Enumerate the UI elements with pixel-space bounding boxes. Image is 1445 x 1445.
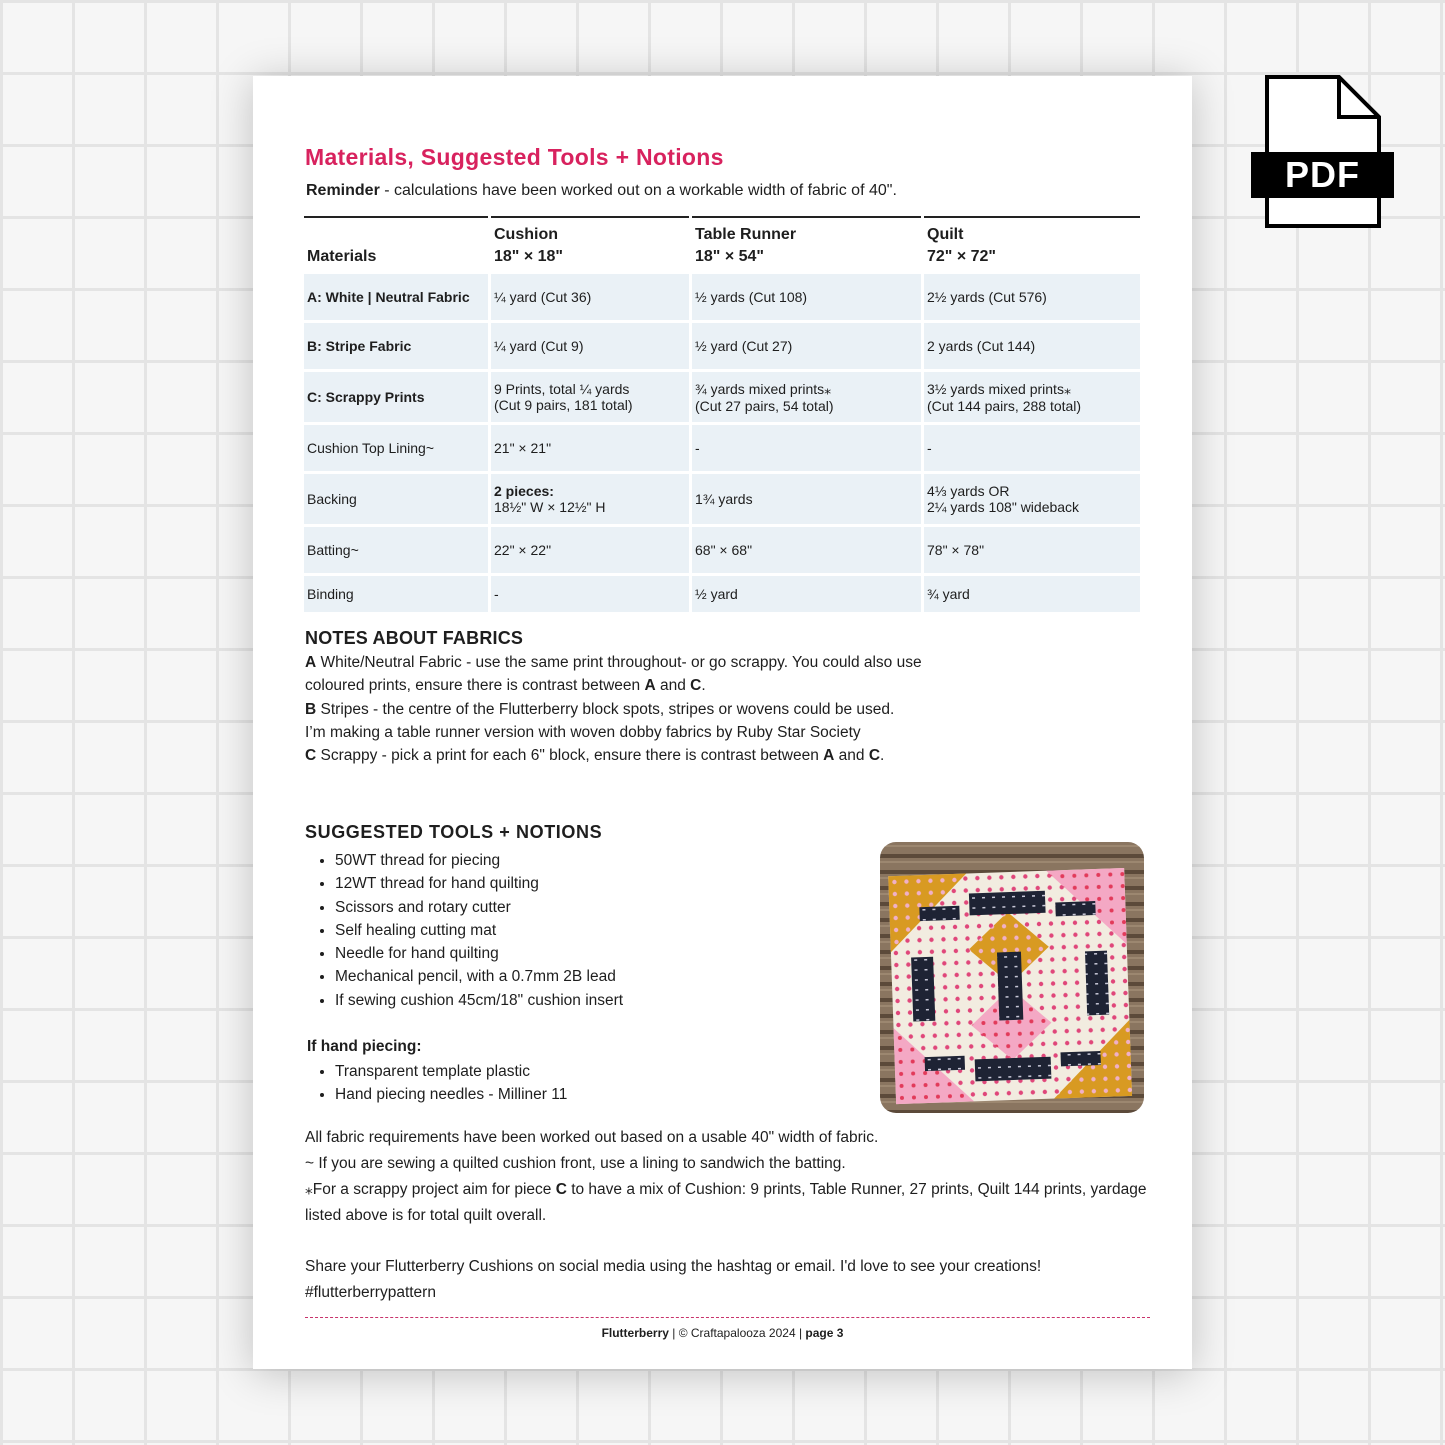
- pdf-file-icon: [1251, 75, 1396, 230]
- cell-cushion: [491, 372, 689, 422]
- list-item: • If sewing cushion 45cm/18" cushion insert: [335, 989, 623, 1012]
- cell-line: 2¼ yards 108" wideback: [927, 499, 1080, 515]
- list-item: • Transparent template plastic: [335, 1060, 567, 1083]
- cell-cushion: -: [491, 576, 689, 612]
- note-text: and: [655, 677, 691, 695]
- list-item: • 50WT thread for piecing: [335, 849, 623, 872]
- cell-runner: ½ yard (Cut 27): [692, 323, 921, 369]
- cell-line: 3½ yards mixed prints⁎: [927, 380, 1071, 397]
- row-label: Backing: [304, 474, 488, 524]
- pdf-label: PDF: [1285, 154, 1360, 195]
- list-item: • Scissors and rotary cutter: [335, 896, 623, 919]
- header-runner-label: Table Runner: [695, 226, 797, 243]
- cell-line: (Cut 9 pairs, 181 total): [494, 397, 633, 413]
- list-item: • Hand piecing needles - Milliner 11: [335, 1083, 567, 1106]
- header-materials: [304, 216, 488, 271]
- cell-runner: ½ yards (Cut 108): [692, 274, 921, 320]
- header-runner: [692, 216, 921, 271]
- table-row: [304, 527, 1140, 573]
- cell-line: 2 pieces:: [494, 483, 554, 499]
- note-text: and: [834, 747, 869, 765]
- table-row: [304, 274, 1140, 320]
- tools-heading: SUGGESTED TOOLS + NOTIONS: [305, 822, 603, 842]
- cell-line: 4⅓ yards OR: [927, 483, 1010, 499]
- cell-cushion: ¼ yard (Cut 9): [491, 323, 689, 369]
- note-key: A: [823, 747, 835, 765]
- list-item: • Needle for hand quilting: [335, 942, 623, 965]
- note-text: .: [701, 677, 706, 695]
- hand-piecing-heading: If hand piecing:: [307, 1038, 422, 1055]
- cell-quilt: [924, 474, 1140, 524]
- header-cushion: [491, 216, 689, 271]
- cell-line: (Cut 27 pairs, 54 total): [695, 397, 834, 414]
- cell-cushion: 22" × 22": [491, 527, 689, 573]
- row-label: C: Scrappy Prints: [304, 372, 488, 422]
- note-a: [305, 651, 945, 698]
- page-title: Materials, Suggested Tools + Notions: [305, 144, 724, 170]
- fabric-footnotes: [305, 1125, 1155, 1229]
- cell-quilt: 2 yards (Cut 144): [924, 323, 1140, 369]
- hand-piecing-list: [305, 1060, 567, 1107]
- document-page: [253, 76, 1192, 1369]
- note-key: C: [305, 747, 317, 765]
- list-item: • 12WT thread for hand quilting: [335, 872, 623, 895]
- cell-cushion: [491, 474, 689, 524]
- reminder-body: - calculations have been worked out on a workable width of fabric of 40".: [379, 182, 897, 199]
- quilt-block-photo: [880, 842, 1144, 1113]
- table-row: [304, 474, 1140, 524]
- header-quilt-label: Quilt: [927, 226, 964, 243]
- footer-divider: [305, 1317, 1150, 1318]
- cell-runner: [692, 372, 921, 422]
- reminder-text: [306, 182, 897, 200]
- footnote-text: ⁎For a scrappy project aim for piece: [305, 1181, 556, 1198]
- cell-quilt: ¾ yard: [924, 576, 1140, 612]
- footer-brand: Flutterberry: [601, 1326, 669, 1340]
- footnote-line: All fabric requirements have been worked out based on a usable 40" width of fabric.: [305, 1129, 879, 1146]
- cell-quilt: 2½ yards (Cut 576): [924, 274, 1140, 320]
- row-label: B: Stripe Fabric: [304, 323, 488, 369]
- note-text: White/Neutral Fabric - use the same print throughout- or go scrappy. You could also use coloured prints, ensure there is contrast between: [305, 654, 922, 695]
- header-quilt: [924, 216, 1140, 271]
- table-row: [304, 425, 1140, 471]
- cell-quilt: -: [924, 425, 1140, 471]
- header-quilt-size: 72" × 72": [927, 248, 996, 265]
- cell-line: 9 Prints, total ¼ yards: [494, 381, 630, 397]
- note-key: A: [644, 677, 656, 695]
- footnote-text: to have a mix of Cushion: 9 prints, Table Runner, 27 prints, Quilt 144 prints, yardage listed above is for total quilt overall.: [305, 1181, 1147, 1224]
- note-key: C: [868, 747, 881, 765]
- page-footer: [253, 1326, 1192, 1340]
- note-c: [305, 744, 945, 767]
- cell-runner: -: [692, 425, 921, 471]
- materials-table: [301, 213, 1143, 615]
- row-label: Binding: [304, 576, 488, 612]
- row-label: Cushion Top Lining~: [304, 425, 488, 471]
- cell-cushion: ¼ yard (Cut 36): [491, 274, 689, 320]
- note-text: .: [880, 747, 885, 765]
- cell-runner: 1¾ yards: [692, 474, 921, 524]
- footnote-line: ~ If you are sewing a quilted cushion front, use a lining to sandwich the batting.: [305, 1155, 846, 1172]
- row-label: A: White | Neutral Fabric: [304, 274, 488, 320]
- note-b-line2: I’m making a table runner version with woven dobby fabrics by Ruby Star Society: [305, 723, 861, 741]
- page-number: page 3: [805, 1326, 844, 1340]
- share-line: Share your Flutterberry Cushions on social media using the hashtag or email. I'd love to see your creations!: [305, 1258, 1042, 1275]
- header-runner-size: 18" × 54": [695, 248, 764, 265]
- header-materials-label: Materials: [307, 248, 377, 265]
- note-key: C: [690, 677, 702, 695]
- cell-quilt: 78" × 78": [924, 527, 1140, 573]
- hashtag: #flutterberrypattern: [305, 1284, 436, 1301]
- tools-list: [305, 849, 623, 1012]
- table-row: [304, 323, 1140, 369]
- reminder-label: Reminder: [306, 182, 380, 199]
- note-b: [305, 698, 945, 721]
- row-label: Batting~: [304, 527, 488, 573]
- note-key: B: [305, 700, 317, 718]
- cell-line: (Cut 144 pairs, 288 total): [927, 397, 1082, 414]
- note-text: Scrappy - pick a print for each 6" block, ensure there is contrast between: [316, 747, 824, 765]
- table-header-row: [304, 216, 1140, 271]
- cell-cushion: 21" × 21": [491, 425, 689, 471]
- list-item: • Self healing cutting mat: [335, 919, 623, 942]
- list-item: • Mechanical pencil, with a 0.7mm 2B lead: [335, 965, 623, 988]
- cell-line: ¾ yards mixed prints⁎: [695, 380, 832, 397]
- header-cushion-size: 18" × 18": [494, 248, 563, 265]
- cell-runner: 68" × 68": [692, 527, 921, 573]
- footer-copyright: | © Craftapalooza 2024 |: [668, 1326, 806, 1340]
- share-text: [305, 1254, 1155, 1306]
- cell-runner: ½ yard: [692, 576, 921, 612]
- table-row: [304, 576, 1140, 612]
- notes-heading: NOTES ABOUT FABRICS: [305, 628, 524, 648]
- cell-line: 18½" W × 12½" H: [494, 499, 606, 515]
- note-text: Stripes - the centre of the Flutterberry block spots, stripes or wovens could be used.: [316, 700, 895, 718]
- table-row: [304, 372, 1140, 422]
- notes-body: [305, 651, 945, 767]
- cell-quilt: [924, 372, 1140, 422]
- footnote-key: C: [555, 1181, 567, 1198]
- footnote-line: [305, 1177, 1155, 1229]
- note-key: A: [305, 654, 317, 671]
- header-cushion-label: Cushion: [494, 226, 558, 243]
